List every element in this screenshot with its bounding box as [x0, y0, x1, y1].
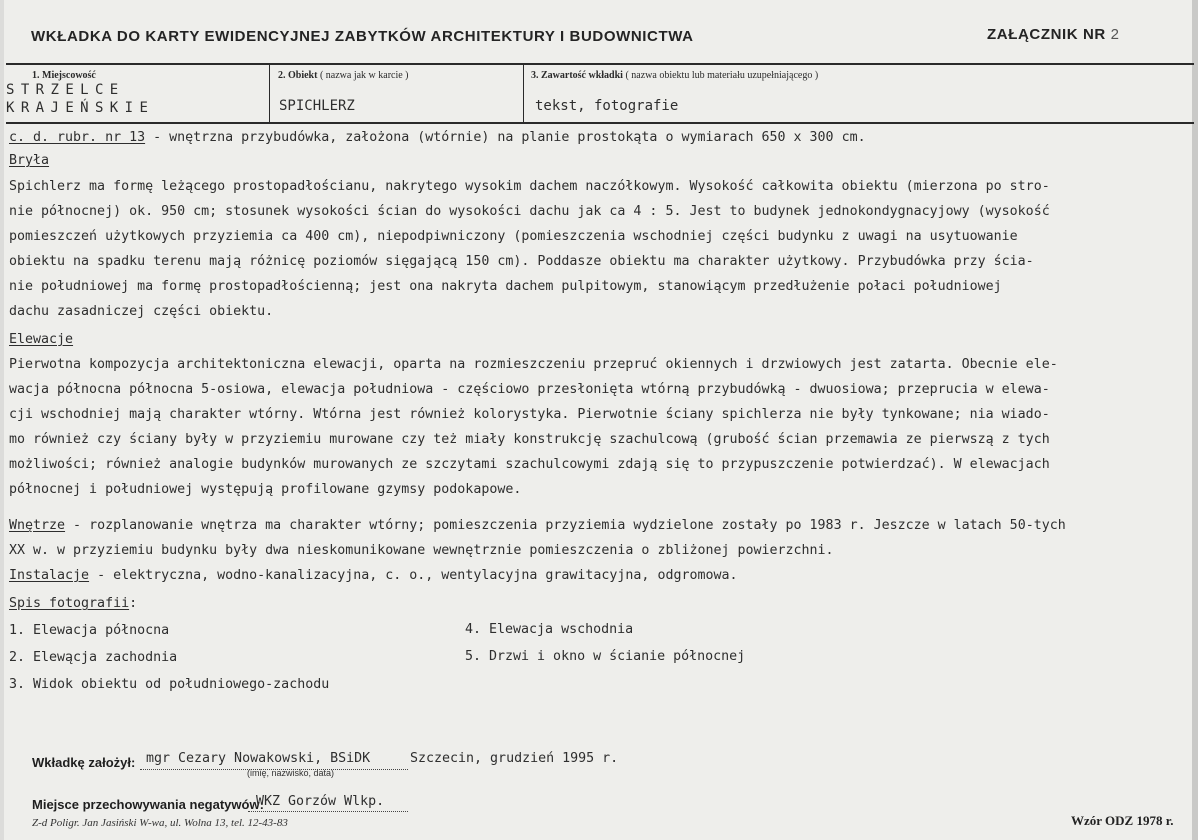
- column-head-object: [278, 70, 409, 81]
- card-left-edge: [0, 0, 4, 840]
- text-line: nie północnej) ok. 950 cm; stosunek wysokości ścian do wysokości dachu jak ca 4 : 5. Jest to budynek jednokondygnacyjowy (wysokość: [9, 204, 1050, 219]
- text-line: Pierwotna kompozycja architektoniczna elewacji, oparta na rozmieszczeniu przepruć okiennych i drzwiowych jest zatarta. Obecnie ele-: [9, 357, 1058, 372]
- locality-line-1: STRZELCE: [6, 82, 125, 98]
- column-divider-1: [269, 64, 270, 123]
- column-head-object-label: 2. Obiekt: [278, 70, 318, 81]
- content-value: tekst, fotografie: [535, 98, 679, 114]
- annex-label-text: ZAŁĄCZNIK NR: [987, 26, 1106, 43]
- column-head-content-label: 3. Zawartość wkładki: [531, 70, 623, 81]
- negatives-value: WKZ Gorzów Wlkp.: [256, 794, 385, 809]
- column-head-content-sub: ( nazwa obiektu lub materiału uzupełniającego ): [625, 70, 819, 81]
- negatives-label: Miejsce przechowywania negatywów:: [32, 797, 264, 812]
- photo-list-item: 4. Elewacja wschodnia: [465, 622, 634, 637]
- form-title: WKŁADKA DO KARTY EWIDENCYJNEJ ZABYTKÓW ARCHITEKTURY I BUDOWNICTWA: [31, 28, 694, 45]
- object-value: SPICHLERZ: [279, 98, 355, 114]
- column-head-locality: [32, 70, 96, 81]
- section-ref: c. d. rubr. nr 13: [9, 130, 146, 145]
- annex-number: 2: [1110, 26, 1120, 43]
- column-head-object-sub: ( nazwa jak w karcie ): [319, 70, 409, 81]
- column-head-content: [531, 70, 818, 81]
- wnetrze-text: - rozplanowanie wnętrza ma charakter wtórny; pomieszczenia przyziemia wydzielone zostały po 1983 r. Jeszcze w latach 50-tych: [65, 518, 1066, 533]
- text-line: XX w. w przyziemiu budynku były dwa nieskomunikowane wewnętrznie pomieszczenia o zbliżonej powierzchni.: [9, 543, 834, 558]
- card-right-edge: [1192, 0, 1198, 840]
- heading-instalacje: Instalacje: [9, 568, 90, 583]
- text-line: wacja północna północna 5-osiowa, elewacja południowa - częściowo przesłonięta wtórną przybudówką - dwuosiowa; przeprucia w elewa-: [9, 382, 1050, 397]
- text-line: Spichlerz ma formę leżącego prostopadłościanu, nakrytego wysokim dachem naczółkowym. Wysokość całkowita obiektu (mierzona po stro-: [9, 179, 1050, 194]
- table-bottom-rule: [6, 122, 1194, 124]
- annex-label: [987, 26, 1120, 43]
- author-hint: (imię, nazwisko, data): [247, 768, 335, 778]
- text-line: pomieszczeń użytkowych przyziemia ca 400 cm), niepodpiwniczony (pomieszczenia wschodniej części budynku z uwagi na usytuowanie: [9, 229, 1018, 244]
- text-line: obiektu na spadku terenu mają różnicę poziomów sięgającą 150 cm). Poddasze obiektu ma charakter użytkowy. Przybudówka przy ścia-: [9, 254, 1034, 269]
- heading-elewacje: [9, 332, 73, 347]
- heading-spis-text: Spis fotografii: [9, 596, 130, 611]
- locality-line-2: KRAJEŃSKIE: [6, 100, 155, 116]
- heading-spis-colon: :: [129, 596, 138, 611]
- text-line: nie południowej ma formę prostopadłościenną; jest ona nakryta dachem pulpitowym, stanowiącym przedłużenie połaci południowej: [9, 279, 1002, 294]
- text-line: możliwości; również analogie budynków murowanych ze szczytami szachulcowymi zdają się to przypuszczenie potwierdzać). W elewacjach: [9, 457, 1050, 472]
- text-line: dachu zasadniczej części obiektu.: [9, 304, 274, 319]
- author-place-date: Szczecin, grudzień 1995 r.: [410, 751, 619, 766]
- photo-list-item: 2. Elewącja zachodnia: [9, 650, 178, 665]
- text-line: mo również czy ściany były w przyziemiu murowane czy też miały konstrukcję szachulcową (grubość ścian przemawia ze pierwszą z tych: [9, 432, 1050, 447]
- instalacje-text: - elektryczna, wodno-kanalizacyjna, c. o., wentylacyjna grawitacyjna, odgromowa.: [89, 568, 738, 583]
- heading-bryla-text: Bryła: [9, 153, 50, 168]
- text-line: [9, 568, 738, 583]
- photo-list-item: 3. Widok obiektu od południowego-zachodu: [9, 677, 330, 692]
- table-top-rule: [6, 63, 1194, 65]
- form-id: Wzór ODZ 1978 r.: [1071, 813, 1174, 828]
- text-line: cji wschodniej mają charakter wtórny. Wtórna jest również kolorystyka. Pierwotnie ściany spichlerza nie były tynkowane; nia wiado-: [9, 407, 1050, 422]
- text-line: [9, 518, 1066, 533]
- column-head-locality-label: 1. Miejscowość: [32, 70, 96, 81]
- heading-spis: [9, 596, 137, 611]
- printer-imprint: Z-d Poligr. Jan Jasiński W-wa, ul. Wolna 13, tel. 12-43-83: [32, 817, 288, 829]
- photo-list-item: 1. Elewacja północna: [9, 623, 170, 638]
- negatives-dotted-line: [248, 811, 408, 812]
- text-line: północnej i południowej występują profilowane gzymsy podokapowe.: [9, 482, 522, 497]
- text-line: [9, 130, 866, 145]
- photo-list-item: 5. Drzwi i okno w ścianie północnej: [465, 649, 746, 664]
- section-ref-text: - wnętrzna przybudówka, założona (wtórnie) na planie prostokąta o wymiarach 650 x 300 cm.: [145, 130, 866, 145]
- column-divider-2: [523, 64, 524, 123]
- author-label: Wkładkę założył:: [32, 755, 136, 770]
- heading-bryla: [9, 153, 49, 168]
- author-value: mgr Cezary Nowakowski, BSiDK: [146, 751, 371, 766]
- heading-elewacje-text: Elewacje: [9, 332, 74, 347]
- heading-wnetrze: Wnętrze: [9, 518, 66, 533]
